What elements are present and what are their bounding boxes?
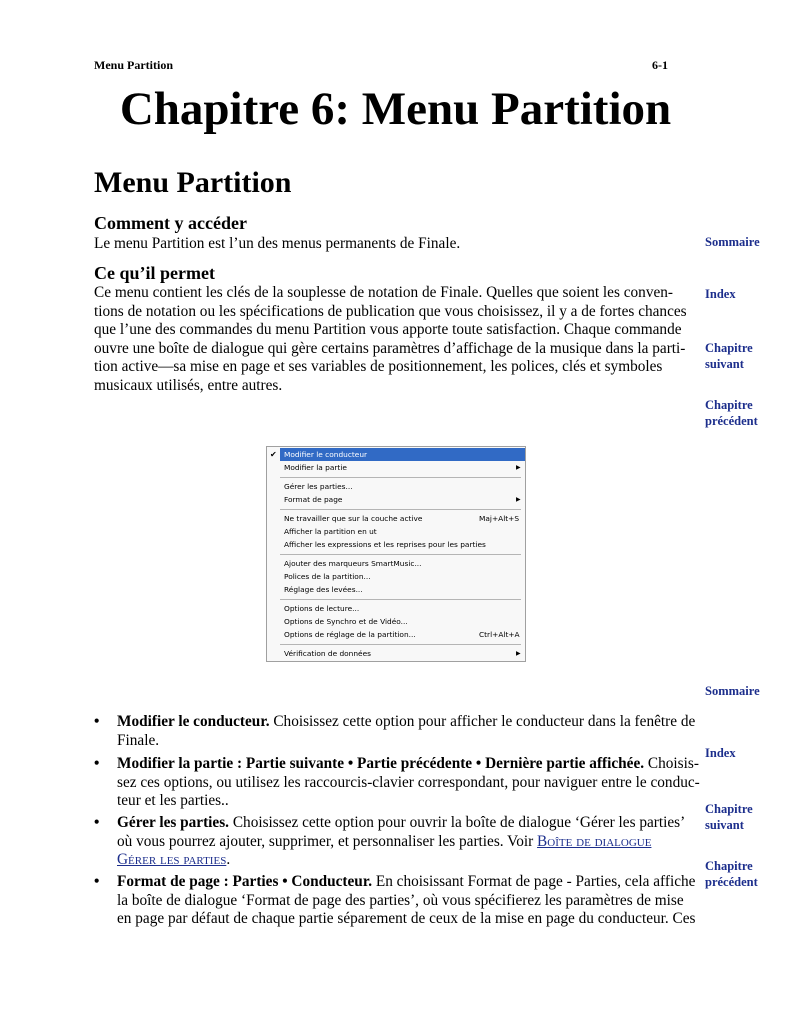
- menu-item-label: Ne travailler que sur la couche active: [284, 514, 423, 523]
- menu-item-label: Ajouter des marqueurs SmartMusic...: [284, 559, 422, 568]
- sidebar-link-sommaire[interactable]: Sommaire: [705, 235, 760, 249]
- page-number: 6-1: [652, 58, 668, 72]
- bullet-line: [117, 851, 704, 870]
- bullet-gerer-parties: [94, 814, 704, 870]
- sidebar-link-index[interactable]: Index: [705, 287, 736, 301]
- bullet-line: [117, 814, 704, 833]
- menu-item-label: Options de Synchro et de Vidéo...: [284, 617, 408, 626]
- menu-item-synchro-video[interactable]: [267, 615, 525, 628]
- menu-item-label: Options de lecture...: [284, 604, 360, 613]
- bullet-line: Finale.: [117, 731, 160, 749]
- bullet-line: sez ces options, ou utilisez les raccourcis-clavier correspondant, pour naviguer entre le conduc-: [117, 773, 700, 791]
- purpose-line: que l’une des commandes du menu Partition vous apporte toute satisfaction. Chaque commande: [94, 321, 682, 338]
- check-icon: ✔: [270, 450, 277, 459]
- bullet-modifier-partie: [94, 755, 704, 811]
- menu-item-label: Modifier le conducteur: [284, 450, 368, 459]
- submenu-arrow-icon: ▶: [516, 650, 521, 657]
- purpose-line: tion active—sa mise en page et ses variables de positionnement, les polices, clés et symboles: [94, 358, 663, 375]
- menu-item-label: Afficher la partition en ut: [284, 527, 377, 536]
- bullet-line: [117, 755, 704, 774]
- bullet-modifier-conducteur: [94, 713, 704, 750]
- bullet-marker: •: [94, 755, 100, 772]
- bullet-term: Modifier la partie : Partie suivante • Partie précédente • Dernière partie affichée.: [117, 755, 645, 772]
- bullet-end: .: [226, 851, 231, 868]
- menu-item-couche-active[interactable]: [267, 512, 525, 525]
- menu-item-label: Polices de la partition...: [284, 572, 371, 581]
- bullet-line: la boîte de dialogue ‘Format de page des parties’, où vous spécifierez les paramètres de mise: [117, 891, 684, 909]
- menu-item-levees[interactable]: [267, 583, 525, 596]
- purpose-line: ouvre une boîte de dialogue qui gère certains paramètres d’affichage de la musique dans la parti-: [94, 339, 686, 357]
- menu-item-label: Options de réglage de la partition...: [284, 630, 416, 639]
- bullet-text: Choisissez cette option pour ouvrir la boîte de dialogue ‘Gérer les parties’: [229, 814, 686, 831]
- menu-shortcut: Maj+Alt+S: [479, 514, 520, 523]
- menu-item-expressions-reprises[interactable]: [267, 538, 525, 551]
- running-head-title: Menu Partition: [94, 58, 173, 72]
- purpose-paragraph: [94, 284, 700, 395]
- menu-item-modifier-partie[interactable]: [267, 461, 525, 474]
- menu-item-label: Format de page: [284, 495, 343, 504]
- menu-item-partition-en-ut[interactable]: [267, 525, 525, 538]
- menu-item-label: Gérer les parties...: [284, 482, 353, 491]
- menu-item-polices[interactable]: [267, 570, 525, 583]
- bullet-text: En choisissant Format de page - Parties, cela affiche: [372, 873, 696, 890]
- menu-shortcut: Ctrl+Alt+A: [479, 630, 520, 639]
- bullet-text: où vous pourrez ajouter, supprimer, et personnaliser les parties. Voir: [117, 832, 538, 850]
- bullet-format-page: [94, 873, 704, 929]
- menu-item-label: Modifier la partie: [284, 463, 347, 472]
- sidebar-link-index[interactable]: Index: [705, 746, 736, 760]
- sidebar-link-sommaire[interactable]: Sommaire: [705, 684, 760, 698]
- menu-item-highlight[interactable]: [280, 448, 525, 461]
- section-title: Menu Partition: [94, 166, 292, 199]
- access-heading: Comment y accéder: [94, 213, 247, 233]
- chapter-title: Chapitre 6: Menu Partition: [119, 83, 672, 135]
- menu-separator: [280, 554, 521, 555]
- menu-item-verification-donnees[interactable]: [267, 647, 525, 660]
- bullet-text: Choisissez cette option pour afficher le conducteur dans la fenêtre de: [269, 713, 696, 730]
- menu-item-label: Vérification de données: [284, 649, 371, 658]
- menu-separator: [280, 477, 521, 478]
- sidebar-link-chapitre-suivant[interactable]: Chapitre suivant: [705, 802, 753, 832]
- bullet-line: [117, 873, 704, 892]
- menu-separator: [280, 599, 521, 600]
- purpose-line: tions de notation ou les spécifications de publication que vous choisissez, il y a de fortes chances: [94, 302, 687, 320]
- purpose-line: Ce menu contient les clés de la souplesse de notation de Finale. Quelles que soient les conven-: [94, 284, 674, 301]
- sidebar-link-chapitre-precedent[interactable]: Chapitre précédent: [705, 398, 758, 428]
- running-head: [94, 58, 668, 73]
- bullet-marker: •: [94, 873, 100, 890]
- menu-item-gerer-parties[interactable]: [267, 480, 525, 493]
- menu-item-format-page[interactable]: [267, 493, 525, 506]
- menu-separator: [280, 644, 521, 645]
- menu-item-reglage-partition[interactable]: [267, 628, 525, 641]
- menu-item-label: Réglage des levées...: [284, 585, 363, 594]
- partition-menu-screenshot: [266, 446, 526, 662]
- bullet-marker: •: [94, 814, 100, 831]
- bullet-line: teur et les parties..: [117, 792, 229, 809]
- sidebar-link-chapitre-precedent[interactable]: Chapitre précédent: [705, 859, 758, 889]
- link-boite-dialogue[interactable]: Boîte de dialogue: [537, 832, 652, 850]
- menu-separator: [280, 509, 521, 510]
- access-text: Le menu Partition est l’un des menus permanents de Finale.: [94, 235, 461, 252]
- purpose-line: musicaux utilisés, entre autres.: [94, 376, 283, 394]
- bullet-marker: •: [94, 713, 100, 730]
- bullet-term: Modifier le conducteur.: [117, 713, 270, 730]
- bullet-term: Format de page : Parties • Conducteur.: [117, 873, 373, 890]
- bullet-term: Gérer les parties.: [117, 814, 230, 831]
- bullet-line: [117, 713, 704, 732]
- bullet-line: en page par défaut de chaque partie séparement de ceux de la mise en page du conducteur. Ces: [117, 910, 696, 927]
- sidebar-link-chapitre-suivant[interactable]: Chapitre suivant: [705, 341, 753, 371]
- bullet-text: Choisis-: [644, 755, 699, 772]
- submenu-arrow-icon: ▶: [516, 496, 521, 503]
- menu-item-smartmusic[interactable]: [267, 557, 525, 570]
- menu-item-options-lecture[interactable]: [267, 602, 525, 615]
- link-gerer-parties[interactable]: Gérer les parties: [117, 851, 227, 868]
- menu-item-label: Afficher les expressions et les reprises pour les parties: [284, 540, 486, 549]
- submenu-arrow-icon: ▶: [516, 464, 521, 471]
- purpose-heading: Ce qu’il permet: [94, 263, 215, 283]
- bullet-line: [117, 833, 704, 852]
